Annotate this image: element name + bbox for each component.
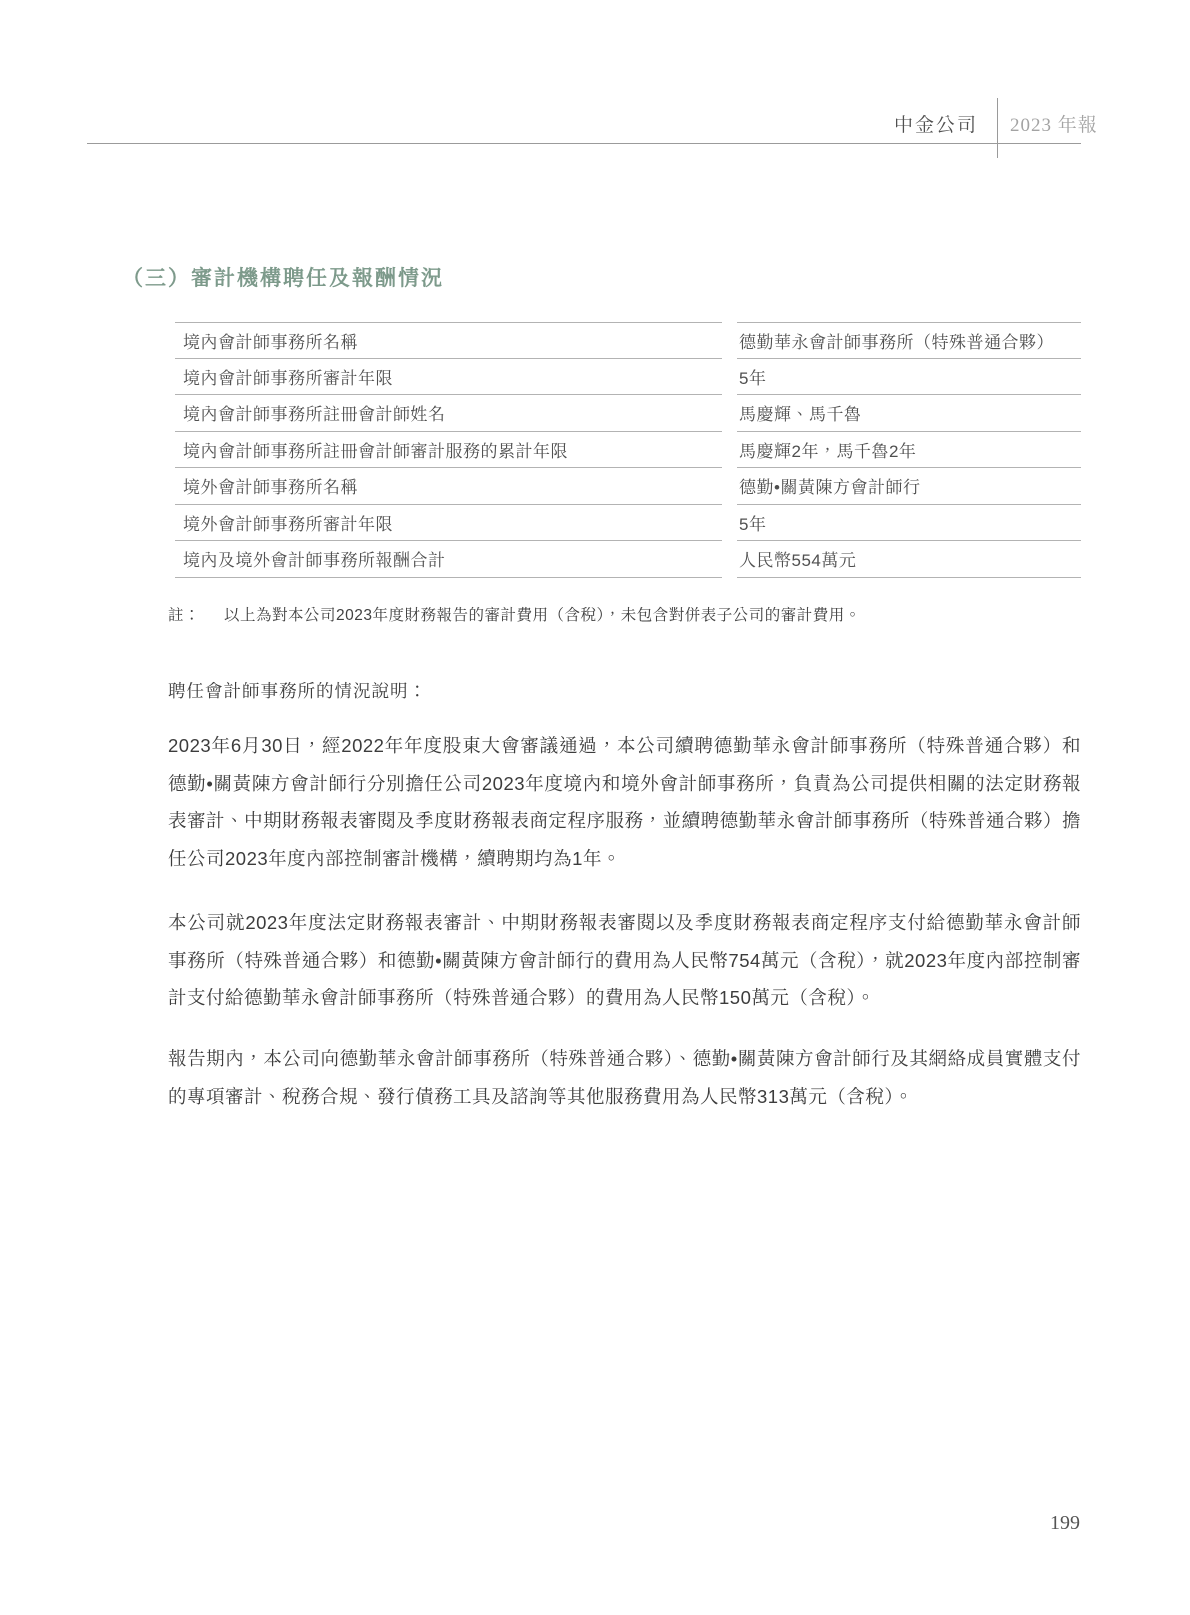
- header-report-edition: 2023 年報: [1010, 115, 1098, 136]
- section-title: （三）審計機構聘任及報酬情況: [122, 267, 444, 290]
- table-row-label: 境內及境外會計師事務所報酬合計: [175, 541, 722, 578]
- table-row-label: 境外會計師事務所名稱: [175, 468, 722, 505]
- engagement-intro-line: 聘任會計師事務所的情況說明：: [168, 681, 427, 701]
- table-row: [175, 468, 1081, 505]
- table-row-label: 境外會計師事務所審計年限: [175, 505, 722, 542]
- header-vertical-divider: [997, 98, 998, 158]
- table-row: [175, 432, 1081, 469]
- table-row-label: 境內會計師事務所註冊會計師審計服務的累計年限: [175, 432, 722, 469]
- table-row-value: 5年: [737, 505, 1081, 542]
- audit-firm-table: [175, 322, 1081, 578]
- table-row-label: 境內會計師事務所名稱: [175, 322, 722, 359]
- footnote-label: 註：: [168, 607, 201, 624]
- table-row: [175, 359, 1081, 396]
- paragraph-audit-fees: 本公司就2023年度法定財務報表審計、中期財務報表審閱以及季度財務報表商定程序支付給德勤華永會計師事務所（特殊普通合夥）和德勤•關黃陳方會計師行的費用為人民幣754萬元（含稅），就2023年度內部控制審計支付給德勤華永會計師事務所（特殊普通合夥）的費用為人民幣150萬元（含稅）。: [168, 912, 1081, 1008]
- table-row-value: 德勤•關黃陳方會計師行: [737, 468, 1081, 505]
- table-row: [175, 541, 1081, 578]
- table-row-value: 5年: [737, 359, 1081, 396]
- table-row-label: 境內會計師事務所註冊會計師姓名: [175, 395, 722, 432]
- header-rule: [87, 143, 1081, 144]
- table-row-label: 境內會計師事務所審計年限: [175, 359, 722, 396]
- table-row-value: 德勤華永會計師事務所（特殊普通合夥）: [737, 322, 1081, 359]
- table-row-value: 馬慶輝、馬千魯: [737, 395, 1081, 432]
- table-row-value: 人民幣554萬元: [737, 541, 1081, 578]
- table-row-value: 馬慶輝2年，馬千魯2年: [737, 432, 1081, 469]
- table-row: [175, 322, 1081, 359]
- page-number: 199: [1050, 1512, 1080, 1534]
- table-row: [175, 505, 1081, 542]
- paragraph-other-service-fees: 報告期內，本公司向德勤華永會計師事務所（特殊普通合夥）、德勤•關黃陳方會計師行及其網絡成員實體支付的專項審計、稅務合規、發行債務工具及諮詢等其他服務費用為人民幣313萬元（含稅）。: [168, 1048, 1081, 1107]
- paragraph-engagement: 2023年6月30日，經2022年年度股東大會審議通過，本公司續聘德勤華永會計師事務所（特殊普通合夥）和德勤•關黃陳方會計師行分別擔任公司2023年度境內和境外會計師事務所，負責為公司提供相關的法定財務報表審計、中期財務報表審閱及季度財務報表商定程序服務，並續聘德勤華永會計師事務所（特殊普通合夥）擔任公司2023年度內部控制審計機構，續聘期均為1年。: [168, 735, 1081, 869]
- table-row: [175, 395, 1081, 432]
- table-footnote: [168, 603, 1081, 625]
- header-company-name: 中金公司: [893, 115, 978, 136]
- footnote-text: 以上為對本公司2023年度財務報告的審計費用（含稅），未包含對併表子公司的審計費用。: [224, 607, 861, 624]
